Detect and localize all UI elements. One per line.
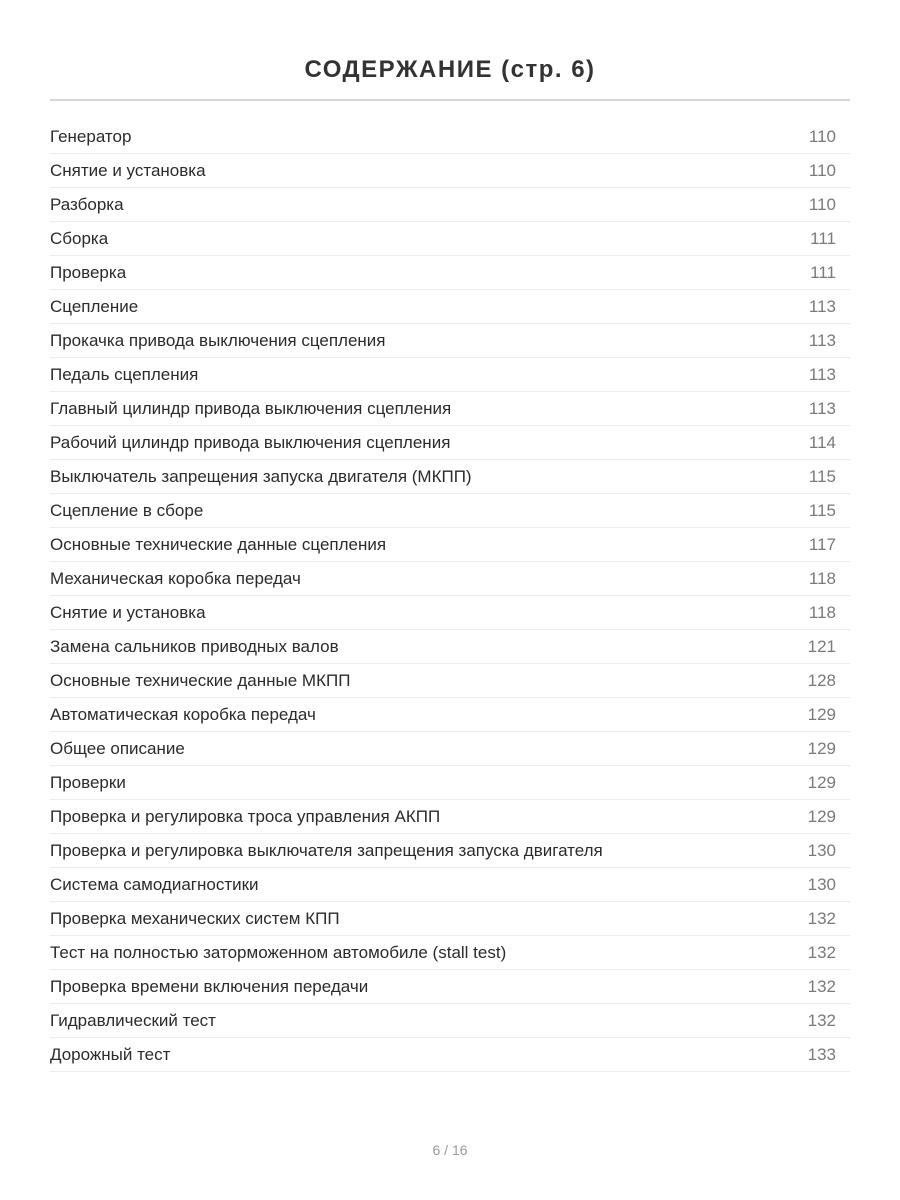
toc-entry[interactable] (50, 324, 850, 358)
toc-entry-label: Основные технические данные МКПП (50, 670, 351, 690)
toc-entry-page: 113 (808, 364, 836, 384)
toc-entry-page: 132 (807, 942, 836, 962)
toc-entry-page: 114 (808, 432, 836, 452)
toc-entry-page: 129 (807, 738, 836, 758)
toc-entry-label: Педаль сцепления (50, 364, 199, 384)
toc-entry[interactable] (50, 528, 850, 562)
toc-entry[interactable] (50, 460, 850, 494)
toc-entry-label: Общее описание (50, 738, 185, 758)
toc-entry-label: Проверка и регулировка троса управления АКПП (50, 806, 441, 826)
toc-entry-label: Сцепление в сборе (50, 500, 204, 520)
toc-entry-page: 132 (807, 1010, 836, 1030)
toc-entry-label: Главный цилиндр привода выключения сцепления (50, 398, 452, 418)
toc-entry-page: 113 (808, 398, 836, 418)
toc-list (50, 120, 850, 1072)
toc-entry-page: 133 (807, 1044, 836, 1064)
toc-entry-page: 110 (808, 126, 836, 146)
toc-entry-label: Гидравлический тест (50, 1010, 216, 1030)
toc-entry-label: Проверка и регулировка выключателя запрещения запуска двигателя (50, 840, 603, 860)
toc-entry[interactable] (50, 426, 850, 460)
toc-entry-page: 117 (808, 534, 836, 554)
toc-entry-page: 121 (807, 636, 836, 656)
toc-entry[interactable] (50, 936, 850, 970)
toc-entry-label: Прокачка привода выключения сцепления (50, 330, 386, 350)
toc-entry[interactable] (50, 358, 850, 392)
toc-entry-label: Механическая коробка передач (50, 568, 301, 588)
toc-entry-page: 113 (808, 296, 836, 316)
toc-entry-label: Рабочий цилиндр привода выключения сцепления (50, 432, 451, 452)
toc-entry[interactable] (50, 1038, 850, 1072)
toc-entry-label: Сцепление (50, 296, 139, 316)
toc-entry-label: Основные технические данные сцепления (50, 534, 387, 554)
toc-entry-label: Система самодиагностики (50, 874, 259, 894)
toc-entry-label: Сборка (50, 228, 109, 248)
toc-entry-page: 115 (808, 500, 836, 520)
toc-entry[interactable] (50, 868, 850, 902)
toc-entry-label: Выключатель запрещения запуска двигателя (МКПП) (50, 466, 472, 486)
toc-entry[interactable] (50, 494, 850, 528)
toc-entry-page: 132 (807, 908, 836, 928)
toc-entry-page: 129 (807, 704, 836, 724)
toc-entry[interactable] (50, 834, 850, 868)
toc-entry-page: 129 (807, 806, 836, 826)
toc-entry-page: 110 (808, 160, 836, 180)
toc-entry-page: 110 (808, 194, 836, 214)
toc-entry-page: 113 (808, 330, 836, 350)
page-title: СОДЕРЖАНИЕ (стр. 6) (304, 56, 596, 84)
toc-entry[interactable] (50, 732, 850, 766)
toc-entry-page: 130 (807, 840, 836, 860)
toc-entry-label: Автоматическая коробка передач (50, 704, 316, 724)
toc-entry[interactable] (50, 188, 850, 222)
toc-entry[interactable] (50, 664, 850, 698)
toc-entry-page: 129 (807, 772, 836, 792)
toc-entry-label: Проверка механических систем КПП (50, 908, 340, 928)
toc-entry[interactable] (50, 630, 850, 664)
toc-entry-label: Проверки (50, 772, 126, 792)
toc-entry[interactable] (50, 154, 850, 188)
toc-entry[interactable] (50, 970, 850, 1004)
toc-entry[interactable] (50, 222, 850, 256)
toc-entry[interactable] (50, 596, 850, 630)
toc-entry[interactable] (50, 120, 850, 154)
toc-entry[interactable] (50, 256, 850, 290)
toc-entry-page: 128 (807, 670, 836, 690)
toc-entry[interactable] (50, 562, 850, 596)
toc-entry-page: 115 (808, 466, 836, 486)
toc-entry[interactable] (50, 766, 850, 800)
toc-entry[interactable] (50, 392, 850, 426)
toc-entry[interactable] (50, 290, 850, 324)
toc-entry-label: Дорожный тест (50, 1044, 171, 1064)
toc-entry-page: 111 (810, 228, 836, 248)
page-number: 6 / 16 (432, 1142, 468, 1158)
toc-entry[interactable] (50, 698, 850, 732)
toc-entry-label: Генератор (50, 126, 132, 146)
toc-entry-page: 118 (808, 568, 836, 588)
toc-entry-page: 132 (807, 976, 836, 996)
toc-entry-label: Тест на полностью заторможенном автомобиле (stall test) (50, 942, 507, 962)
toc-entry[interactable] (50, 1004, 850, 1038)
toc-entry-label: Разборка (50, 194, 124, 214)
toc-entry-label: Снятие и установка (50, 602, 206, 622)
title-divider (50, 99, 850, 101)
toc-entry-label: Проверка времени включения передачи (50, 976, 369, 996)
toc-entry-label: Проверка (50, 262, 127, 282)
toc-entry-page: 118 (808, 602, 836, 622)
toc-entry-page: 130 (807, 874, 836, 894)
toc-entry-page: 111 (810, 262, 836, 282)
toc-entry[interactable] (50, 800, 850, 834)
toc-entry-label: Замена сальников приводных валов (50, 636, 339, 656)
toc-entry[interactable] (50, 902, 850, 936)
toc-entry-label: Снятие и установка (50, 160, 206, 180)
